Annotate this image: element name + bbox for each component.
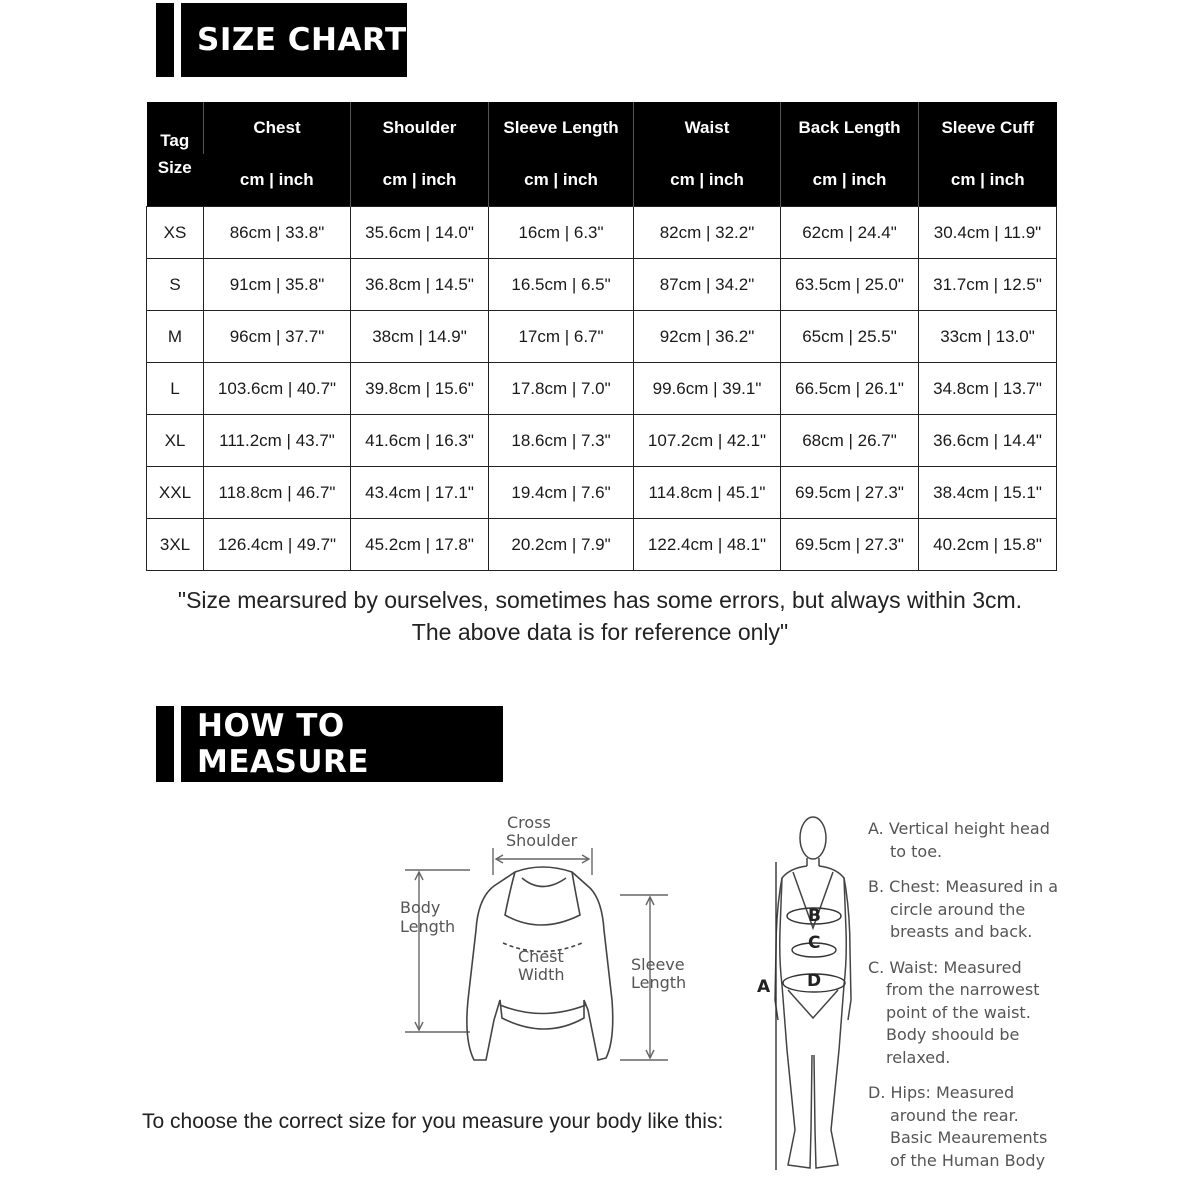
- measurement-cell: 36.6cm | 14.4": [919, 415, 1057, 467]
- legend-d: D. Hips: Measured around the rear. Basic Meaurements of the Human Body: [868, 1083, 1048, 1170]
- measurement-cell: 122.4cm | 48.1": [634, 519, 781, 571]
- unit-label: cm | inch: [781, 154, 919, 207]
- table-row: [147, 311, 1057, 363]
- col-sleeve-length: Sleeve Length: [489, 102, 634, 154]
- measurement-cell: 68cm | 26.7": [781, 415, 919, 467]
- measurement-cell: 111.2cm | 43.7": [204, 415, 351, 467]
- table-row: [147, 207, 1057, 259]
- measurement-cell: 36.8cm | 14.5": [351, 259, 489, 311]
- label-sleeve: Sleeve: [631, 955, 685, 974]
- tag-size-header: Tag Size: [147, 102, 204, 207]
- table-row: [147, 363, 1057, 415]
- measurement-cell: 96cm | 37.7": [204, 311, 351, 363]
- size-tag-cell: L: [147, 363, 204, 415]
- table-row: [147, 415, 1057, 467]
- measurement-cell: 107.2cm | 42.1": [634, 415, 781, 467]
- measurement-cell: 38cm | 14.9": [351, 311, 489, 363]
- marker-a: A: [757, 977, 771, 997]
- measurement-cell: 91cm | 35.8": [204, 259, 351, 311]
- label-cross: Cross: [507, 813, 551, 832]
- legend-a: A. Vertical height head to toe.: [868, 819, 1050, 861]
- measurement-cell: 63.5cm | 25.0": [781, 259, 919, 311]
- measurement-cell: 45.2cm | 17.8": [351, 519, 489, 571]
- measurement-cell: 33cm | 13.0": [919, 311, 1057, 363]
- label-shoulder: Shoulder: [506, 831, 578, 850]
- measurement-cell: 82cm | 32.2": [634, 207, 781, 259]
- measurement-cell: 34.8cm | 13.7": [919, 363, 1057, 415]
- measurement-cell: 19.4cm | 7.6": [489, 467, 634, 519]
- size-tag-cell: M: [147, 311, 204, 363]
- size-note-line1: "Size mearsured by ourselves, sometimes has some errors, but always within 3cm.: [177, 587, 1023, 613]
- col-sleeve-cuff: Sleeve Cuff: [919, 102, 1057, 154]
- measure-header-bar: [156, 706, 174, 782]
- unit-label: cm | inch: [634, 154, 781, 207]
- measurement-cell: 92cm | 36.2": [634, 311, 781, 363]
- size-note-line2: The above data is for reference only": [411, 619, 789, 645]
- table-row: [147, 467, 1057, 519]
- measurement-cell: 66.5cm | 26.1": [781, 363, 919, 415]
- measurement-cell: 30.4cm | 11.9": [919, 207, 1057, 259]
- measurement-cell: 17.8cm | 7.0": [489, 363, 634, 415]
- measurement-cell: 20.2cm | 7.9": [489, 519, 634, 571]
- marker-b: B: [808, 906, 821, 926]
- size-tag-cell: XS: [147, 207, 204, 259]
- size-tag-cell: XL: [147, 415, 204, 467]
- measurement-cell: 16cm | 6.3": [489, 207, 634, 259]
- measurement-cell: 69.5cm | 27.3": [781, 467, 919, 519]
- choose-size-instruction: To choose the correct size for you measure your body like this:: [142, 1110, 724, 1133]
- col-back-length: Back Length: [781, 102, 919, 154]
- size-table: [146, 102, 1057, 571]
- legend-c: C. Waist: Measured from the narrowest point of the waist. Body shoould be relaxed.: [868, 957, 1040, 1067]
- col-shoulder: Shoulder: [351, 102, 489, 154]
- measurement-cell: 43.4cm | 17.1": [351, 467, 489, 519]
- measurement-cell: 118.8cm | 46.7": [204, 467, 351, 519]
- label-sleeve-length: Length: [631, 973, 687, 992]
- measurement-cell: 114.8cm | 45.1": [634, 467, 781, 519]
- size-tag-cell: XXL: [147, 467, 204, 519]
- measurement-cell: 62cm | 24.4": [781, 207, 919, 259]
- measurement-cell: 69.5cm | 27.3": [781, 519, 919, 571]
- measurement-cell: 87cm | 34.2": [634, 259, 781, 311]
- unit-label: cm | inch: [919, 154, 1057, 207]
- measurement-cell: 99.6cm | 39.1": [634, 363, 781, 415]
- size-chart-title: SIZE CHART: [181, 3, 407, 77]
- measure-legend: [868, 818, 1058, 1182]
- measurement-cell: 35.6cm | 14.0": [351, 207, 489, 259]
- size-chart-header-bar: [156, 3, 174, 77]
- measurement-cell: 41.6cm | 16.3": [351, 415, 489, 467]
- size-table-body: [147, 207, 1057, 571]
- measurement-cell: 65cm | 25.5": [781, 311, 919, 363]
- measurement-cell: 40.2cm | 15.8": [919, 519, 1057, 571]
- measurement-cell: 86cm | 33.8": [204, 207, 351, 259]
- unit-label: cm | inch: [489, 154, 634, 207]
- unit-label: cm | inch: [351, 154, 489, 207]
- measurement-cell: 103.6cm | 40.7": [204, 363, 351, 415]
- table-row: [147, 259, 1057, 311]
- measurement-cell: 126.4cm | 49.7": [204, 519, 351, 571]
- col-waist: Waist: [634, 102, 781, 154]
- unit-label: cm | inch: [204, 154, 351, 207]
- label-body: Body: [400, 898, 441, 917]
- legend-b: B. Chest: Measured in a circle around the breasts and back.: [868, 877, 1059, 941]
- label-width: Width: [518, 965, 565, 984]
- measurement-cell: 16.5cm | 6.5": [489, 259, 634, 311]
- label-body-length: Length: [400, 917, 456, 936]
- measurement-cell: 17cm | 6.7": [489, 311, 634, 363]
- header-row-units: [147, 154, 1057, 207]
- table-row: [147, 519, 1057, 571]
- measurement-cell: 31.7cm | 12.5": [919, 259, 1057, 311]
- measurement-cell: 18.6cm | 7.3": [489, 415, 634, 467]
- marker-c: C: [808, 933, 821, 953]
- size-tag-cell: S: [147, 259, 204, 311]
- how-to-measure-title: HOW TO MEASURE: [181, 706, 503, 782]
- marker-d: D: [807, 971, 822, 991]
- measurement-cell: 38.4cm | 15.1": [919, 467, 1057, 519]
- measurement-cell: 39.8cm | 15.6": [351, 363, 489, 415]
- header-row-labels: [147, 102, 1057, 154]
- size-tag-cell: 3XL: [147, 519, 204, 571]
- col-chest: Chest: [204, 102, 351, 154]
- label-chest: Chest: [518, 947, 564, 966]
